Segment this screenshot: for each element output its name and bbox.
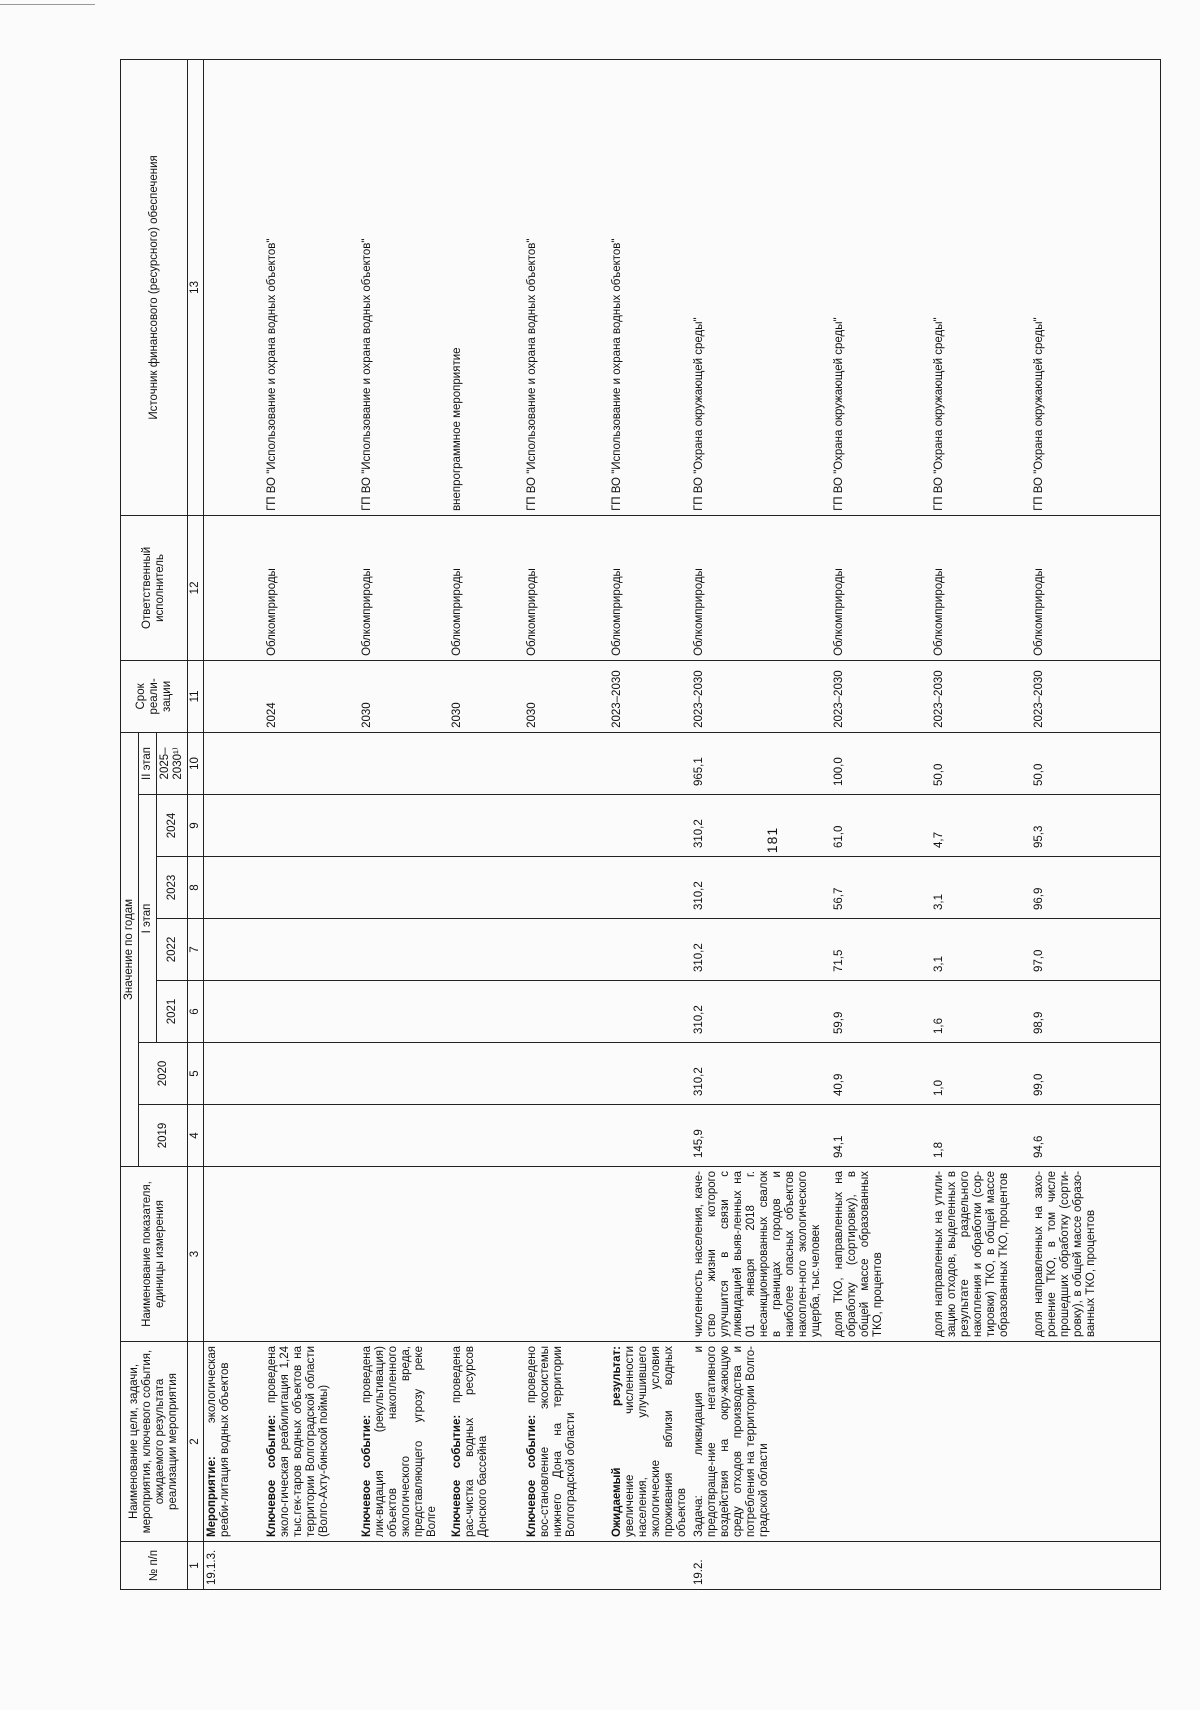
- header-2025-2030: 2025–2030¹⁾: [157, 732, 188, 794]
- row-text: проведена эколо-гическая реабилитация 1,24 тыс.гек-таров водных объектов на территории Волгоградской области (Волго-Ахту-бинской поймы): [265, 1346, 330, 1537]
- row-source: ГП ВО "Использование и охрана водных объектов": [609, 59, 691, 515]
- row-value: [449, 795, 524, 857]
- row-value: 94,6: [1031, 1105, 1161, 1167]
- row-text: проведена рас-чистка водных ресурсов Донского бассейна: [450, 1346, 489, 1537]
- row-name: [264, 1342, 359, 1542]
- row-value: 1,8: [931, 1105, 1031, 1167]
- row-value: 95,3: [1031, 795, 1161, 857]
- row-value: 3,1: [931, 919, 1031, 981]
- row-text: проведено вос-становление экосистемы нижнего Дона на территории Волгоградской области: [525, 1346, 577, 1537]
- row-value: [264, 795, 359, 857]
- row-indicator: [264, 1167, 359, 1342]
- header-2021: 2021: [157, 981, 188, 1043]
- row-value: [609, 732, 691, 794]
- row-value: [524, 1105, 609, 1167]
- row-value: [359, 732, 449, 794]
- row-value: [609, 981, 691, 1043]
- row-source: ГП ВО "Использование и охрана водных объектов": [524, 59, 609, 515]
- row-source: ГП ВО "Использование и охрана водных объектов": [359, 59, 449, 515]
- row-value: [609, 795, 691, 857]
- column-number: 9: [188, 795, 204, 857]
- row-responsible: [204, 515, 264, 660]
- header-2023: 2023: [157, 857, 188, 919]
- row-value: [609, 919, 691, 981]
- row-value: 40,9: [831, 1043, 931, 1105]
- table-row: [204, 59, 264, 1589]
- row-term: 2023–2030: [831, 660, 931, 732]
- row-indicator: [524, 1167, 609, 1342]
- row-value: 965,1: [691, 732, 831, 794]
- row-responsible: Облкомприроды: [264, 515, 359, 660]
- row-value: 56,7: [831, 857, 931, 919]
- table-row: [609, 59, 691, 1589]
- row-value: 3,1: [931, 857, 1031, 919]
- row-value: 1,6: [931, 981, 1031, 1043]
- column-number: 5: [188, 1043, 204, 1105]
- row-term: 2023–2030: [691, 660, 831, 732]
- row-value: [524, 732, 609, 794]
- row-value: 99,0: [1031, 1043, 1161, 1105]
- row-value: [264, 919, 359, 981]
- table-row: [691, 59, 831, 1589]
- row-value: [449, 1105, 524, 1167]
- row-name: [359, 1342, 449, 1542]
- row-value: [264, 981, 359, 1043]
- row-label: Ключевое событие:: [360, 1414, 373, 1537]
- column-numbers-row: [188, 59, 204, 1589]
- table-row: [1031, 59, 1161, 1589]
- row-value: [609, 857, 691, 919]
- row-value: 310,2: [691, 1043, 831, 1105]
- row-label: Ожидаемый результат:: [610, 1346, 623, 1537]
- row-term: 2023–2030: [609, 660, 691, 732]
- header-values: Значение по годам: [121, 732, 139, 1166]
- row-value: [204, 981, 264, 1043]
- column-number: 1: [188, 1542, 204, 1590]
- row-source: внепрограммное мероприятие: [449, 59, 524, 515]
- row-indicator: [204, 1167, 264, 1342]
- row-value: [204, 857, 264, 919]
- row-number: [264, 1542, 359, 1590]
- row-indicator: [359, 1167, 449, 1342]
- indicator-table: [120, 59, 1161, 1590]
- row-value: [609, 1043, 691, 1105]
- row-value: [609, 1105, 691, 1167]
- row-number: [449, 1542, 524, 1590]
- row-source: ГП ВО "Охрана окружающей среды": [1031, 59, 1161, 515]
- row-term: 2030: [359, 660, 449, 732]
- row-source: [204, 59, 264, 515]
- row-responsible: Облкомприроды: [831, 515, 931, 660]
- header-num: № п/п: [121, 1542, 188, 1590]
- row-source: ГП ВО "Охрана окружающей среды": [931, 59, 1031, 515]
- row-number: [524, 1542, 609, 1590]
- row-value: 98,9: [1031, 981, 1161, 1043]
- row-name: [204, 1342, 264, 1542]
- row-value: 100,0: [831, 732, 931, 794]
- column-number: 10: [188, 732, 204, 794]
- row-source: ГП ВО "Охрана окружающей среды": [831, 59, 931, 515]
- row-label: Ключевое событие:: [265, 1414, 278, 1537]
- row-responsible: Облкомприроды: [449, 515, 524, 660]
- row-label: Ключевое событие:: [450, 1414, 463, 1537]
- header-name: Наименование цели, задачи, мероприятия, ключевого события, ожидаемого результата реализации мероприятия: [121, 1342, 188, 1542]
- table-row: [449, 59, 524, 1589]
- column-number: 8: [188, 857, 204, 919]
- row-text: увеличение численности населения, улучшившего экологические условия проживания вблизи водных объектов: [623, 1346, 688, 1537]
- top-rule: [0, 4, 95, 5]
- row-number: 19.2.: [691, 1542, 831, 1590]
- row-indicator: [609, 1167, 691, 1342]
- row-value: 61,0: [831, 795, 931, 857]
- table-row: [524, 59, 609, 1589]
- row-value: 4,7: [931, 795, 1031, 857]
- row-value: [264, 1105, 359, 1167]
- header-source: Источник финансового (ресурсного) обеспечения: [121, 59, 188, 515]
- row-value: [524, 795, 609, 857]
- row-value: 1,0: [931, 1043, 1031, 1105]
- header-2020: 2020: [139, 1043, 188, 1105]
- row-value: [204, 795, 264, 857]
- header-2022: 2022: [157, 919, 188, 981]
- row-value: [359, 857, 449, 919]
- row-value: [359, 919, 449, 981]
- row-responsible: Облкомприроды: [524, 515, 609, 660]
- row-source: ГП ВО "Охрана окружающей среды": [691, 59, 831, 515]
- row-source: ГП ВО "Использование и охрана водных объектов": [264, 59, 359, 515]
- row-value: 97,0: [1031, 919, 1161, 981]
- row-value: [524, 981, 609, 1043]
- row-value: [449, 919, 524, 981]
- row-term: [204, 660, 264, 732]
- row-value: [204, 732, 264, 794]
- rotated-table-container: [120, 60, 1120, 1590]
- row-responsible: Облкомприроды: [609, 515, 691, 660]
- row-value: [359, 1043, 449, 1105]
- row-name: [609, 1342, 691, 1542]
- column-number: 4: [188, 1105, 204, 1167]
- row-number: [931, 1542, 1031, 1590]
- header-stage2: II этап: [139, 732, 157, 794]
- row-name: [1031, 1342, 1161, 1542]
- row-value: [264, 732, 359, 794]
- row-value: [264, 1043, 359, 1105]
- row-value: 94,1: [831, 1105, 931, 1167]
- row-number: [359, 1542, 449, 1590]
- row-value: [359, 795, 449, 857]
- row-label: Мероприятие:: [206, 1456, 218, 1537]
- row-name: [691, 1342, 831, 1542]
- row-value: [204, 919, 264, 981]
- row-number: [1031, 1542, 1161, 1590]
- row-value: [449, 857, 524, 919]
- header-2019: 2019: [139, 1105, 188, 1167]
- row-value: 96,9: [1031, 857, 1161, 919]
- column-number: 2: [188, 1342, 204, 1542]
- row-value: 50,0: [1031, 732, 1161, 794]
- row-value: [449, 732, 524, 794]
- row-text: Задача: ликвидация и предотвраще-ние негативного воздействия на окру-жающую среду отходов производства и потребления на территории Волго-градской области: [692, 1346, 770, 1537]
- row-value: [524, 919, 609, 981]
- header-indicator: Наименование показателя, единицы измерения: [121, 1167, 188, 1342]
- row-term: 2030: [449, 660, 524, 732]
- row-value: [359, 1105, 449, 1167]
- row-name: [524, 1342, 609, 1542]
- row-text: экологическая реаби-литация водных объектов: [206, 1346, 231, 1537]
- row-text: проведена лик-видация (рекультивация) объектов накопленного экологического вреда, представляющего угрозу реке Волге: [360, 1346, 438, 1537]
- column-number: 13: [188, 59, 204, 515]
- row-value: [449, 1043, 524, 1105]
- table-row: [264, 59, 359, 1589]
- row-responsible: Облкомприроды: [1031, 515, 1161, 660]
- row-term: 2030: [524, 660, 609, 732]
- header-responsible: Ответственный исполнитель: [121, 515, 188, 660]
- row-name: [449, 1342, 524, 1542]
- table-row: [931, 59, 1031, 1589]
- table-body: [204, 59, 1161, 1589]
- row-value: 59,9: [831, 981, 931, 1043]
- row-indicator: численность населения, каче-ство жизни которого улучшится в связи с ликвидацией выяв-ленных на 01 января 2018 г. несанкционированных свалок в границах городов и наиболее опасных объектов накоплен-ного экологического ущерба, тыс.человек: [691, 1167, 831, 1342]
- row-responsible: Облкомприроды: [931, 515, 1031, 660]
- row-value: 310,2: [691, 919, 831, 981]
- row-indicator: доля направленных на захо-ронение ТКО, в том числе прошедших обработку (сорти-ровку), в общей массе образо-ванных ТКО, процентов: [1031, 1167, 1161, 1342]
- row-value: [524, 857, 609, 919]
- row-value: [449, 981, 524, 1043]
- table-row: [831, 59, 931, 1589]
- row-number: [831, 1542, 931, 1590]
- row-value: [359, 981, 449, 1043]
- row-number: 19.1.3.: [204, 1542, 264, 1590]
- header-term: Срок реали-зации: [121, 660, 188, 732]
- row-name: [931, 1342, 1031, 1542]
- column-number: 3: [188, 1167, 204, 1342]
- column-number: 7: [188, 919, 204, 981]
- row-indicator: [449, 1167, 524, 1342]
- page-number: 181: [764, 826, 780, 854]
- row-value: [204, 1043, 264, 1105]
- row-value: 145,9: [691, 1105, 831, 1167]
- row-responsible: Облкомприроды: [691, 515, 831, 660]
- row-responsible: Облкомприроды: [359, 515, 449, 660]
- row-value: [524, 1043, 609, 1105]
- row-indicator: доля направленных на утили-зацию отходов, выделенных в результате раздельного накопления и обработки (сор-тировки) ТКО, в общей массе образованных ТКО, процентов: [931, 1167, 1031, 1342]
- header-stage1: I этап: [139, 795, 157, 1043]
- row-term: 2024: [264, 660, 359, 732]
- row-value: 50,0: [931, 732, 1031, 794]
- row-name: [831, 1342, 931, 1542]
- row-label: Ключевое событие:: [525, 1414, 538, 1537]
- row-term: 2023–2030: [1031, 660, 1161, 732]
- row-value: 310,2: [691, 981, 831, 1043]
- row-value: 310,2: [691, 857, 831, 919]
- header-2024: 2024: [157, 795, 188, 857]
- row-value: [204, 1105, 264, 1167]
- row-number: [609, 1542, 691, 1590]
- row-value: 71,5: [831, 919, 931, 981]
- column-number: 11: [188, 660, 204, 732]
- row-indicator: доля ТКО, направленных на обработку (сортировку), в общей массе образованных ТКО, процентов: [831, 1167, 931, 1342]
- row-term: 2023–2030: [931, 660, 1031, 732]
- column-number: 12: [188, 515, 204, 660]
- table-row: [359, 59, 449, 1589]
- row-value: [264, 857, 359, 919]
- row-value: 310,2: [691, 795, 831, 857]
- column-number: 6: [188, 981, 204, 1043]
